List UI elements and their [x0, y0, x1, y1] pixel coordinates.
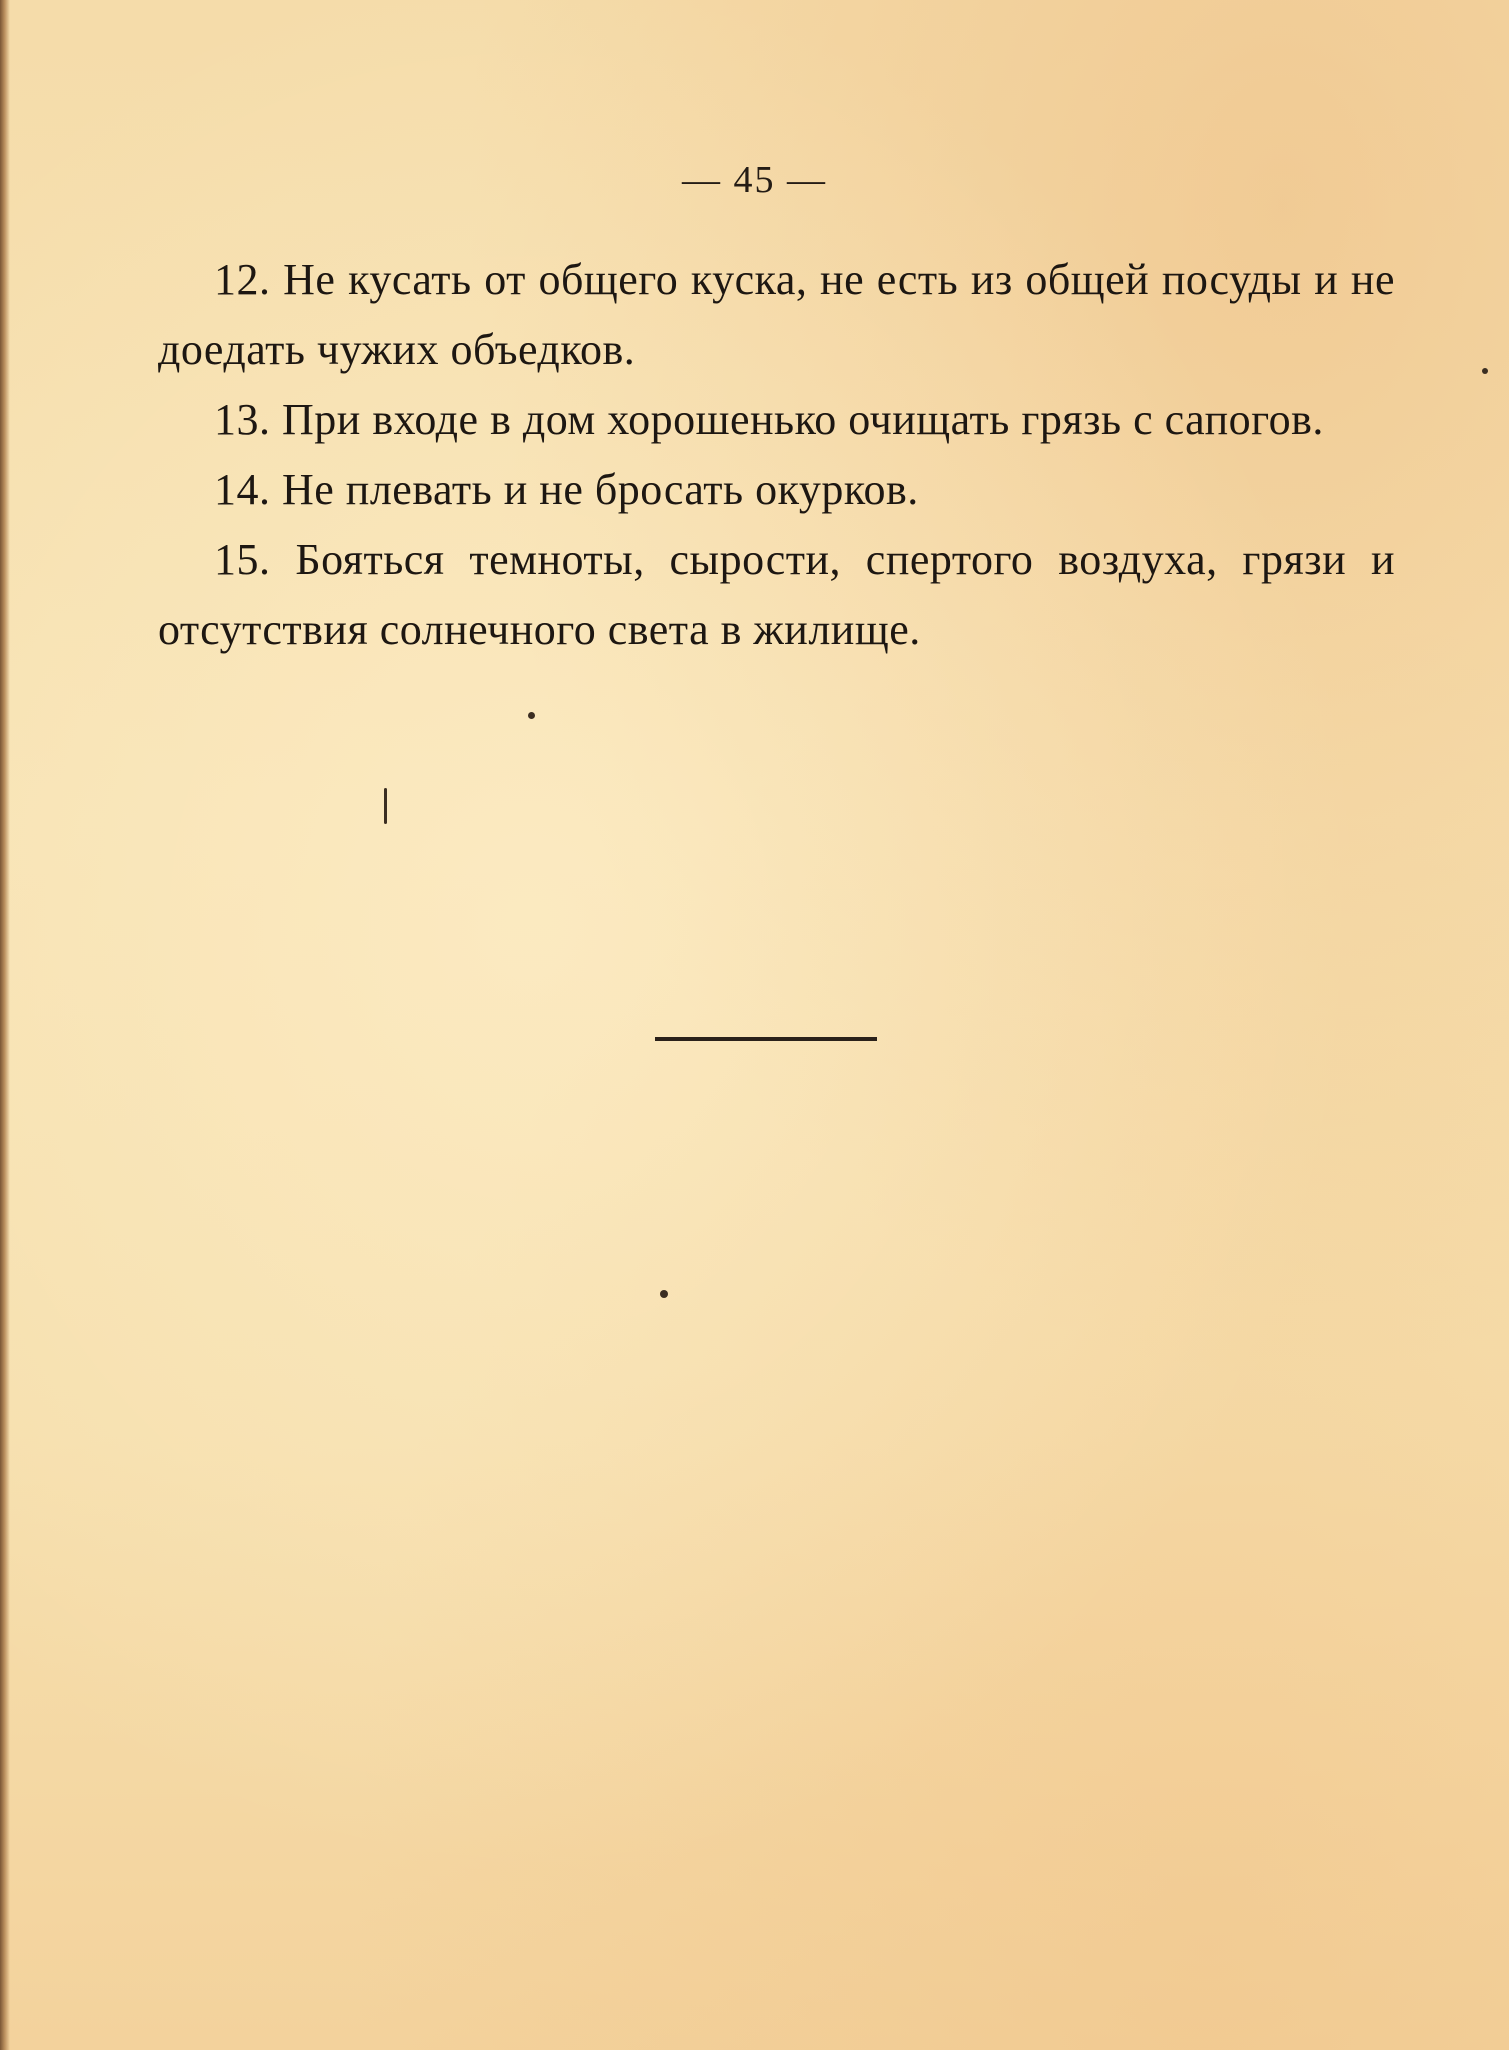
- rule-text: Бояться темноты, сырости, спертого воздуха, грязи и отсутствия солнечного света в жилище.: [158, 535, 1395, 654]
- page-number: — 45 —: [682, 159, 827, 201]
- ink-speck: [384, 788, 387, 824]
- rule-item-12: [158, 245, 1395, 385]
- ink-speck: [660, 1290, 668, 1298]
- hygiene-rules-list: [158, 245, 1395, 665]
- ink-speck: [1482, 368, 1488, 374]
- rule-number: 15.: [214, 535, 271, 584]
- rule-text: Не плевать и не бросать окурков.: [282, 465, 919, 514]
- rule-number: 14.: [214, 465, 271, 514]
- ink-speck: [528, 712, 535, 719]
- rule-item-15: [158, 525, 1395, 665]
- section-divider-rule: [655, 1037, 877, 1041]
- rule-item-14: [158, 455, 1395, 525]
- binding-edge: [0, 0, 10, 2050]
- rule-text: При входе в дом хорошенько очищать грязь с сапогов.: [282, 395, 1324, 444]
- rule-text: Не кусать от общего куска, не есть из общей посуды и не доедать чужих объедков.: [158, 255, 1396, 374]
- rule-item-13: [158, 385, 1395, 455]
- rule-number: 12.: [214, 255, 271, 304]
- rule-number: 13.: [214, 395, 271, 444]
